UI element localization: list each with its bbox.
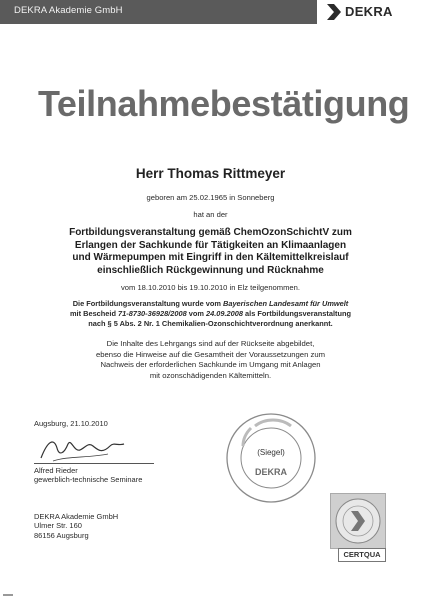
signature-line	[34, 463, 154, 464]
address-line-1: DEKRA Akademie GmbH	[34, 512, 119, 521]
participation-intro: hat an der	[193, 210, 228, 219]
address-line-3: 86156 Augsburg	[34, 531, 89, 540]
signatory-name: Alfred Rieder	[34, 466, 78, 475]
svg-text:DEKRA: DEKRA	[254, 467, 288, 477]
notes-line-2: ebenso die Hinweise auf die Gesamtheit der Voraussetzungen zum	[95, 349, 326, 359]
birth-line: geboren am 25.02.1965 in Sonneberg	[146, 193, 275, 202]
recognition-line-1-text: Die Fortbildungsveranstaltung wurde vom	[72, 299, 223, 308]
dekra-chevron-logo-icon	[325, 3, 343, 21]
course-line-4: einschließlich Rückgewinnung und Rücknahme	[97, 264, 324, 276]
authority-name: Bayerischen Landesamt für Umwelt	[223, 299, 349, 308]
logo-text: DEKRA	[345, 4, 393, 19]
dekra-logo	[317, 0, 421, 24]
recognition-line-2	[0, 309, 421, 319]
recognition-line-2-suffix: als Fortbildungsveranstaltung	[243, 309, 351, 318]
participant-name: Herr Thomas Rittmeyer	[135, 166, 286, 181]
recognition-line-3: nach § 5 Abs. 2 Nr. 1 Chemikalien-Ozonschichtverordnung anerkannt.	[88, 319, 333, 328]
recognition-line-1	[0, 299, 421, 309]
dekra-certificate-badge	[330, 493, 386, 549]
certqua-logo: CERTQUA	[338, 548, 386, 562]
course-line-2: Erlangen der Sachkunde für Tätigkeiten an Klimaanlagen	[74, 239, 347, 251]
document-title: Teilnahmebestätigung	[38, 83, 410, 124]
place-date: Augsburg, 21.10.2010	[34, 419, 108, 428]
header-company-name: DEKRA Akademie GmbH	[14, 5, 123, 16]
recognition-line-2-mid: vom	[186, 309, 206, 318]
signature	[38, 434, 128, 464]
recognition-line-2-text: mit Bescheid	[69, 309, 119, 318]
header-bar	[0, 0, 421, 24]
dekra-seal-icon	[331, 494, 385, 548]
course-line-3: und Wärmepumpen mit Eingriff in den Kältemittelkreislauf	[72, 252, 349, 264]
decision-date: 24.09.2008	[206, 309, 243, 318]
official-stamp-seal	[225, 412, 317, 504]
notes-line-3: Nachweis der erforderlichen Sachkunde im Umgang mit Anlagen	[100, 360, 321, 370]
stamp-label: (Siegel)	[257, 448, 285, 457]
course-line-1: Fortbildungsveranstaltung gemäß ChemOzonSchichtV zum	[69, 227, 352, 238]
notes-line-4: mit ozonschädigenden Kältemitteln.	[149, 370, 272, 380]
address-line-2: Ulmer Str. 160	[34, 521, 82, 530]
notes-line-1: Die Inhalte des Lehrgangs sind auf der Rückseite abgebildet,	[106, 339, 315, 348]
signatory-title: gewerblich-technische Seminare	[34, 475, 143, 484]
decision-number: 71-8730-36928/2008	[118, 309, 187, 318]
form-code-icon	[3, 592, 13, 598]
dates-line: vom 18.10.2010 bis 19.10.2010 in Elz teilgenommen.	[121, 283, 300, 292]
form-code-mark	[3, 592, 13, 599]
